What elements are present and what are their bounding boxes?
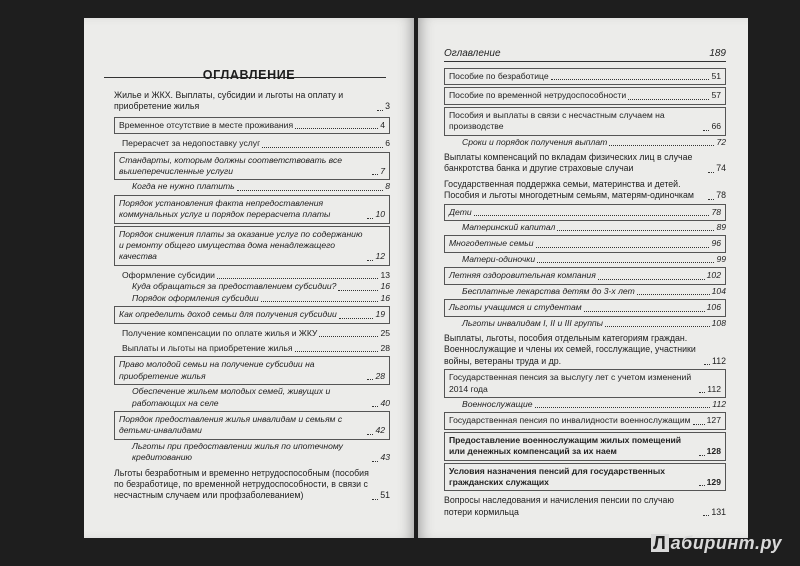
toc-entry: Дети 78 bbox=[444, 204, 726, 221]
toc-list-left bbox=[114, 90, 390, 502]
toc-entry: Право молодой семьи на получение субсидии на приобретение жилья 28 bbox=[114, 356, 390, 385]
toc-entry: Куда обращаться за предоставлением субсидии? 16 bbox=[132, 281, 390, 292]
toc-entry: Когда не нужно платить 8 bbox=[132, 181, 390, 192]
running-header-title: Оглавление bbox=[444, 48, 501, 59]
page-number: 189 bbox=[709, 48, 726, 59]
toc-entry: Льготы учащимся и студентам 106 bbox=[444, 299, 726, 316]
toc-entry: Пособие по временной нетрудоспособности 57 bbox=[444, 87, 726, 104]
toc-entry: Получение компенсации по оплате жилья и ЖКУ 25 bbox=[122, 327, 390, 338]
toc-entry: Многодетные семьи 96 bbox=[444, 235, 726, 252]
toc-entry: Государственная поддержка семьи, материнства и детей. Пособия и льготы многодетным семьям, матерям-одиночкам 78 bbox=[444, 178, 726, 201]
toc-entry: Оформление субсидии 13 bbox=[122, 269, 390, 280]
toc-entry: Стандарты, которым должны соответствовать все вышеперечисленные услуги 7 bbox=[114, 152, 390, 181]
toc-entry: Выплаты, льготы, пособия отдельным категориям граждан. Военнослужащие и члены их семей, госслужащие, участники войны, ветераны труда и др. 112 bbox=[444, 332, 726, 366]
toc-entry: Государственная пенсия за выслугу лет с учетом изменений 2014 года 112 bbox=[444, 369, 726, 398]
toc-entry: Порядок снижения платы за оказание услуг по содержанию и ремонту общего имущества дома ненадлежащего качества 12 bbox=[114, 226, 390, 266]
toc-entry: Выплаты компенсаций по вкладам физических лиц в случае банкротства банка и другие страховые случаи 74 bbox=[444, 152, 726, 174]
toc-entry: Льготы инвалидам I, II и III группы 108 bbox=[462, 317, 726, 328]
toc-entry: Порядок оформления субсидии 16 bbox=[132, 292, 390, 303]
toc-entry: Материнский капитал 89 bbox=[462, 222, 726, 233]
right-page bbox=[418, 18, 748, 538]
toc-entry: Временное отсутствие в месте проживания 4 bbox=[114, 117, 390, 134]
toc-entry: Бесплатные лекарства детям до 3-х лет 104 bbox=[462, 285, 726, 296]
toc-entry: Выплаты и льготы на приобретение жилья 28 bbox=[122, 342, 390, 353]
toc-entry: Порядок установления факта непредоставления коммунальных услуг и порядок перерасчета платы 10 bbox=[114, 195, 390, 224]
toc-entry: Порядок предоставления жилья инвалидам и семьям с детьми-инвалидами 42 bbox=[114, 411, 390, 440]
toc-entry: Жилье и ЖКХ. Выплаты, субсидии и льготы на оплату и приобретение жилья 3 bbox=[114, 90, 390, 112]
labirint-watermark bbox=[651, 533, 782, 554]
toc-entry: Матери-одиночки 99 bbox=[462, 253, 726, 264]
toc-entry: Перерасчет за недопоставку услуг 6 bbox=[122, 138, 390, 149]
toc-entry: Летняя оздоровительная компания 102 bbox=[444, 267, 726, 284]
toc-entry: Предоставление военнослужащим жилых помещений или денежных компенсаций за их наем 128 bbox=[444, 432, 726, 461]
toc-entry: Пособия и выплаты в связи с несчастным случаем на производстве 66 bbox=[444, 107, 726, 136]
running-header bbox=[444, 48, 726, 62]
watermark-text: абиринт.ру bbox=[670, 533, 782, 553]
toc-entry: Пособие по безработице 51 bbox=[444, 68, 726, 85]
toc-entry: Льготы при предоставлении жилья по ипотечному кредитованию 43 bbox=[132, 440, 390, 463]
toc-title: ОГЛАВЛЕНИЕ bbox=[202, 68, 296, 82]
toc-entry: Сроки и порядок получения выплат 72 bbox=[462, 136, 726, 147]
toc-list-right bbox=[444, 66, 726, 518]
toc-entry: Вопросы наследования и начисления пенсии по случаю потери кормильца 131 bbox=[444, 495, 726, 517]
toc-entry: Обеспечение жильем молодых семей, живущих и работающих на селе 40 bbox=[132, 386, 390, 408]
toc-entry: Государственная пенсия по инвалидности военнослужащим 127 bbox=[444, 412, 726, 429]
toc-entry: Военнослужащие 112 bbox=[462, 398, 726, 409]
toc-entry: Как определить доход семьи для получения субсидии 19 bbox=[114, 306, 390, 323]
toc-entry: Условия назначения пенсий для государственных гражданских служащих 129 bbox=[444, 463, 726, 492]
watermark-logo-icon: Л bbox=[651, 534, 669, 552]
toc-entry: Льготы безработным и временно нетрудоспособным (пособия по безработице, по временной нетрудоспособности, в связи с несчастным случаем или профзаболеванием) 51 bbox=[114, 467, 390, 501]
left-page bbox=[84, 18, 414, 538]
